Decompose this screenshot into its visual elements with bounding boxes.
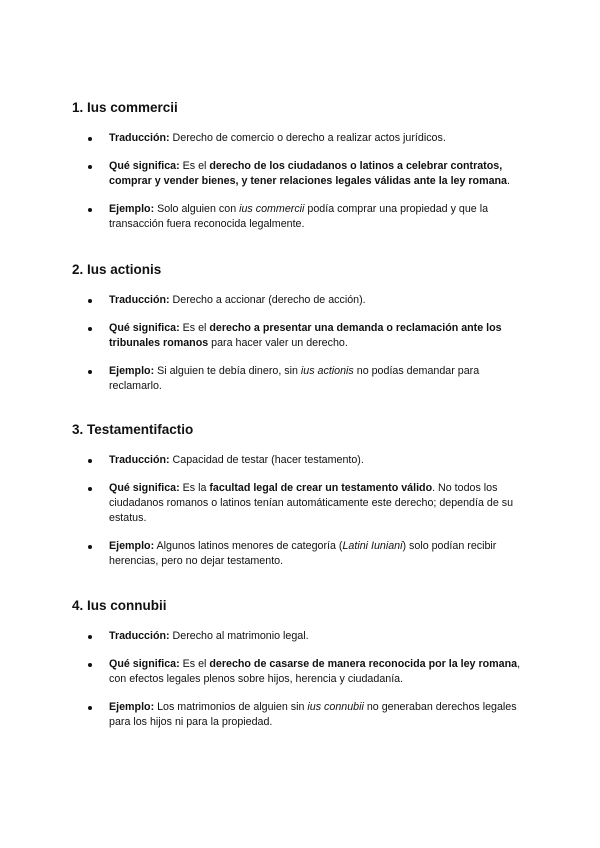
bullet-label: Qué significa: <box>109 322 180 334</box>
bullet-dot <box>88 635 92 639</box>
bullet-text: Es la <box>179 482 210 494</box>
bullet-dot <box>88 706 92 710</box>
bullet-label: Ejemplo: <box>109 701 155 713</box>
bullet-text: Es el <box>179 658 210 670</box>
bullet-text: Los matrimonios de alguien sin <box>154 701 308 713</box>
bullet-text: Si alguien te debía dinero, sin <box>154 365 301 377</box>
bullet-text: , con efectos legales plenos sobre hijos, herencia y ciudadanía. <box>109 658 521 685</box>
bullet-dot <box>88 327 92 331</box>
bullet-text: no generaban derechos legales para los hijos ni para la propiedad. <box>109 701 517 728</box>
bullet-ejemplo <box>72 539 524 569</box>
bullet-text: Es el <box>179 160 210 172</box>
bullet-label: Ejemplo: <box>109 203 155 215</box>
bullet-label: Ejemplo: <box>109 365 155 377</box>
bullet-emphasis: derecho de los ciudadanos o latinos a celebrar contratos, comprar y vender bienes, y tener relaciones legales válidas ante la ley romana <box>109 160 508 187</box>
bullet-traduccion <box>72 629 524 644</box>
bullet-list <box>72 131 532 232</box>
bullet-significa <box>72 481 524 526</box>
bullet-text: Algunos latinos menores de categoría ( <box>154 540 343 552</box>
bullet-label: Ejemplo: <box>109 540 155 552</box>
bullet-list <box>72 293 532 394</box>
bullet-traduccion <box>72 293 524 308</box>
bullet-traduccion <box>72 131 524 146</box>
bullet-text: Derecho de comercio o derecho a realizar actos jurídicos. <box>169 132 446 144</box>
bullet-significa <box>72 321 524 351</box>
latin-term: ius actionis <box>300 365 354 377</box>
bullet-emphasis: derecho a presentar una demanda o reclamación ante los tribunales romanos <box>109 322 502 349</box>
bullet-emphasis: derecho de casarse de manera reconocida por la ley romana <box>209 658 518 670</box>
bullet-dot <box>88 459 92 463</box>
bullet-label: Qué significa: <box>109 160 180 172</box>
bullet-dot <box>88 137 92 141</box>
bullet-traduccion <box>72 453 524 468</box>
section-title: 4. Ius connubii <box>72 598 167 613</box>
section-testamentifactio <box>72 422 532 569</box>
bullet-text: Derecho a accionar (derecho de acción). <box>169 294 366 306</box>
bullet-significa <box>72 657 524 687</box>
bullet-label: Traducción: <box>109 630 170 642</box>
bullet-dot <box>88 299 92 303</box>
bullet-ejemplo <box>72 202 524 232</box>
latin-term: ius connubii <box>307 701 364 713</box>
bullet-text: ) solo podían recibir herencias, pero no dejar testamento. <box>109 540 497 567</box>
bullet-label: Traducción: <box>109 454 170 466</box>
bullet-dot <box>88 165 92 169</box>
section-title: 1. Ius commercii <box>72 100 178 115</box>
section-ius-actionis <box>72 262 532 394</box>
bullet-significa <box>72 159 524 189</box>
bullet-ejemplo <box>72 700 524 730</box>
bullet-text: Es el <box>179 322 210 334</box>
bullet-label: Traducción: <box>109 132 170 144</box>
bullet-text: no podías demandar para reclamarlo. <box>109 365 480 392</box>
bullet-dot <box>88 208 92 212</box>
bullet-dot <box>88 487 92 491</box>
section-ius-commercii <box>72 100 532 232</box>
bullet-emphasis: facultad legal de crear un testamento válido <box>209 482 433 494</box>
latin-term: Latini Iuniani <box>342 540 403 552</box>
section-title: 3. Testamentifactio <box>72 422 194 437</box>
section-title: 2. Ius actionis <box>72 262 162 277</box>
bullet-text: Derecho al matrimonio legal. <box>169 630 309 642</box>
bullet-label: Traducción: <box>109 294 170 306</box>
bullet-label: Qué significa: <box>109 658 180 670</box>
bullet-text: . No todos los ciudadanos romanos o latinos tenían automáticamente este derecho; dependía de su estatus. <box>109 482 514 524</box>
latin-term: ius commercii <box>239 203 305 215</box>
bullet-text: Solo alguien con <box>154 203 240 215</box>
bullet-ejemplo <box>72 364 524 394</box>
bullet-text: . <box>507 175 510 187</box>
bullet-dot <box>88 663 92 667</box>
bullet-text: Capacidad de testar (hacer testamento). <box>169 454 364 466</box>
bullet-list <box>72 629 532 730</box>
bullet-dot <box>88 545 92 549</box>
section-ius-connubii <box>72 598 532 730</box>
bullet-label: Qué significa: <box>109 482 180 494</box>
bullet-text: para hacer valer un derecho. <box>208 337 348 349</box>
bullet-text: podía comprar una propiedad y que la transacción fuera reconocida legalmente. <box>109 203 489 230</box>
bullet-dot <box>88 370 92 374</box>
bullet-list <box>72 453 532 569</box>
